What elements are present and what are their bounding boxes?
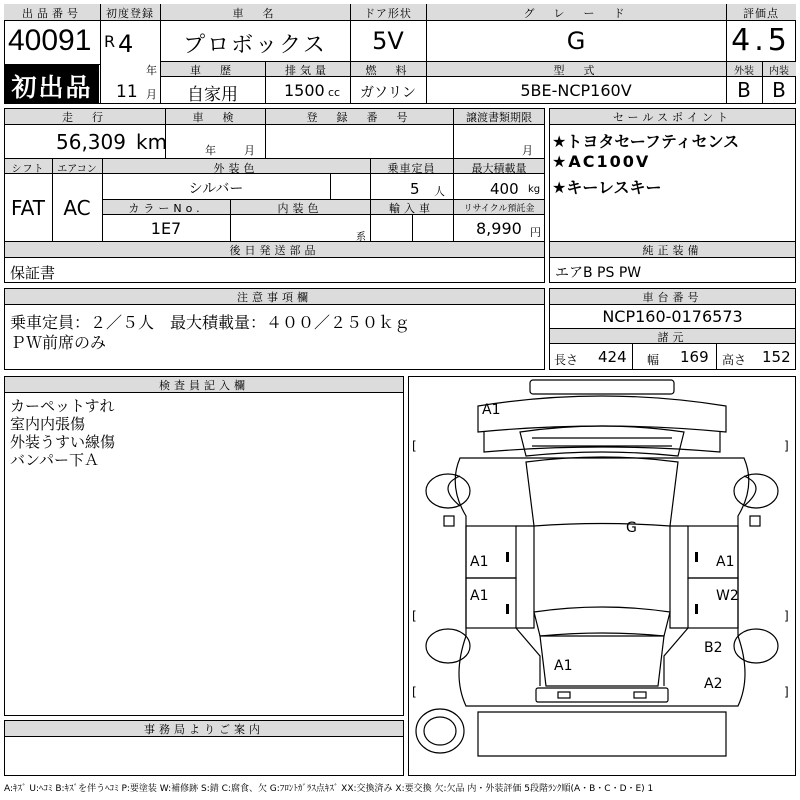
mark-front-right-door: A1 [716, 554, 735, 570]
width: 169 [680, 348, 709, 366]
shift: FAT [10, 196, 45, 220]
int-grade: B [772, 78, 786, 102]
office-label: 事務局よりご案内 [144, 723, 264, 736]
capacity-unit: 人 [434, 185, 445, 198]
inspection-label: 車 検 [192, 111, 238, 124]
month-unit: 月 [146, 88, 157, 101]
int-color-unit: 系 [356, 232, 366, 243]
equip-label: 純正装備 [642, 244, 703, 257]
legend: A:ｷｽﾞ U:ﾍｺﾐ B:ｷｽﾞを伴うﾍｺﾐ P:要塗装 W:補修跡 S:錆 C:腐食、欠 G:ﾌﾛﾝﾄｶﾞﾗｽ点ｷｽﾞ XX:交換済み X:要交換 欠:欠品 内・外装評価 5段階ﾗﾝｸ順(A・B・C・D・E) 1 [4, 784, 654, 794]
mileage-label: 走 行 [62, 111, 107, 124]
reg-no-label: 登 録 番 号 [306, 111, 412, 124]
era: R [104, 32, 116, 51]
door-label: ドア形状 [364, 7, 412, 20]
door-type: 5V [372, 27, 404, 55]
lot-label: 出品番号 [22, 7, 82, 20]
yen-unit: 円 [530, 226, 541, 239]
displacement-label: 排気量 [285, 64, 330, 77]
ext-grade: B [737, 78, 751, 102]
sales-label: セールスポイント [612, 111, 732, 124]
shift-label: シフト [11, 164, 45, 175]
sales-point-2: ★AC100V [552, 152, 651, 171]
inspector-label: 検査員記入欄 [159, 379, 249, 392]
inspector-line-1: カーペットすれ [10, 397, 115, 415]
fuel: ガソリン [360, 85, 416, 101]
mark-rear-left-door: A1 [470, 588, 489, 604]
ext-color-label: 外装色 [213, 162, 259, 175]
fuel-label: 燃 料 [365, 64, 411, 77]
ac: AC [63, 196, 91, 220]
mark-rear-hatch: A1 [554, 658, 573, 674]
kg-unit: kg [528, 184, 541, 195]
chassis-number: NCP160-0176573 [602, 307, 743, 326]
int-label: 内装 [769, 66, 789, 77]
car-name: プロボックス [183, 33, 327, 58]
recycle-fee: 8,990 [476, 219, 522, 238]
model-label: 型 式 [553, 64, 599, 77]
notes-line-1: 乗車定員：２／５人 最大積載量：４００／２５０ｋｇ [10, 313, 411, 332]
dims-label: 諸元 [657, 331, 688, 344]
chassis-label: 車台番号 [642, 291, 703, 304]
int-color-label: 内装色 [277, 202, 323, 215]
mark-front-left-door: A1 [470, 554, 489, 570]
ext-label: 外装 [734, 66, 754, 77]
max-load: 400 [490, 180, 519, 198]
lot-number: 40091 [8, 24, 92, 57]
mileage: 56,309 [56, 130, 126, 154]
first-listing-label: 初出品 [11, 73, 93, 102]
svg-text:[: [ [412, 685, 417, 699]
front-bumper [530, 380, 674, 394]
score: 4.5 [731, 23, 791, 58]
body-outline [455, 458, 749, 706]
capacity-label: 乗車定員 [387, 162, 436, 175]
transfer-label: 譲渡書類期限 [466, 111, 532, 124]
sales-point-3: ★キーレスキー [552, 178, 662, 197]
first-reg-label: 初度登録 [106, 7, 154, 20]
spare-wheel [416, 709, 464, 753]
model-code: 5BE-NCP160V [520, 81, 632, 100]
inspector-line-4: バンパー下Ａ [10, 451, 99, 469]
notes-label: 注意事項欄 [237, 291, 312, 304]
grade-label: グ レ ー ド [523, 7, 629, 20]
recycle-label: リサイクル預託金 [463, 204, 535, 214]
later-parts: 保証書 [10, 264, 56, 282]
later-label: 後日発送部品 [229, 244, 320, 257]
svg-text:[: [ [412, 439, 417, 453]
score-label: 評価点 [743, 7, 779, 20]
first-reg-year: 4 [118, 30, 134, 58]
svg-text:]: ] [784, 439, 789, 453]
history: 自家用 [187, 85, 238, 105]
max-load-label: 最大積載量 [471, 162, 527, 175]
inspector-line-2: 室内内張傷 [10, 415, 86, 433]
mark-rear-right-quarter: B2 [704, 640, 723, 656]
mark-rear-bumper: A2 [704, 676, 723, 692]
ac-label: エアコン [57, 164, 97, 175]
color-no: 1E7 [150, 219, 182, 238]
rear-bumper [536, 688, 668, 702]
equipment: エアB PS PW [555, 265, 642, 281]
inspector-line-3: 外装うすい線傷 [10, 433, 116, 451]
length: 424 [598, 348, 627, 366]
roof [526, 457, 678, 526]
svg-text:]: ] [784, 685, 789, 699]
car-diagram-svg [408, 376, 796, 776]
mark-front-bumper: A1 [482, 402, 501, 418]
history-label: 車 歴 [190, 64, 235, 77]
capacity: 5 [410, 180, 420, 198]
height: 152 [762, 348, 791, 366]
sales-point-1: ★トヨタセーフティセンス [552, 132, 740, 151]
grade: G [566, 27, 586, 55]
svg-text:[: [ [412, 609, 417, 623]
mark-rear-right-door: W2 [716, 588, 739, 604]
car-name-label: 車 名 [232, 7, 278, 20]
km-unit: km [136, 130, 168, 154]
displacement: 1500 [284, 81, 325, 100]
svg-text:]: ] [784, 609, 789, 623]
import-label: 輸入車 [389, 202, 434, 215]
mark-roof: G [626, 520, 637, 536]
cc-unit: cc [328, 86, 341, 99]
first-reg-month: 11 [116, 82, 138, 102]
ext-color: シルバー [188, 181, 244, 197]
year-unit: 年 [146, 64, 157, 77]
notes-line-2: ＰＷ前席のみ [10, 333, 107, 352]
rear-glass [534, 607, 670, 636]
color-no-label: カラーNo. [128, 202, 204, 215]
